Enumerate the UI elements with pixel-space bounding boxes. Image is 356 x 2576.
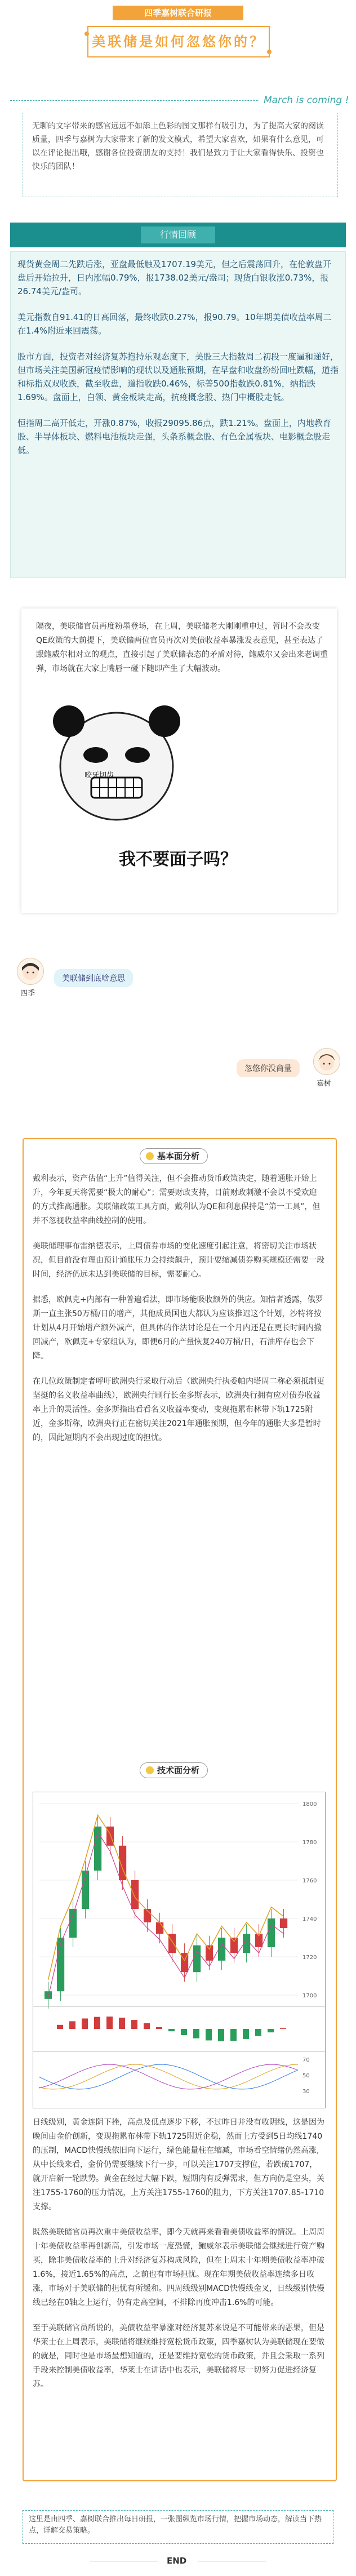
candle: [69, 1909, 77, 1938]
fundamental-badge-label: 基本面分析: [157, 1151, 200, 1161]
market-section-title: 行情回顾: [141, 226, 215, 243]
fundamental-paragraph: 美联储理事布雷纳德表示，上周债券市场的变化速度引起注意，将密切关注市场状况，但目前没有理由预计通胀压力会持续飙升，预计要缩减债券购买规模还需要一段时间，经济仍远未达到美联储的目标，需要耐心。: [33, 1242, 324, 1279]
decor-dot: [267, 50, 272, 54]
macd-bar: [181, 2029, 187, 2035]
y-tick-label: 1800: [302, 1801, 317, 1807]
macd-bar: [230, 2029, 237, 2041]
macd-bar: [218, 2029, 224, 2041]
report-title: 四季嘉树联合研报: [113, 6, 243, 20]
gold-price-chart: [33, 1792, 326, 2108]
avatar-jiashu: [313, 1048, 340, 1075]
meme-caption: 我不要面子吗？: [119, 850, 237, 869]
osc-tick-label: 30: [302, 2089, 310, 2095]
y-tick-label: 1780: [302, 1840, 317, 1846]
technical-badge: [140, 1762, 208, 1778]
candle: [206, 1946, 213, 1961]
decor-dot: [84, 32, 89, 36]
macd-bar: [82, 2018, 88, 2029]
macd-bar: [119, 2018, 125, 2029]
technical-badge-label: 技术面分析: [157, 1765, 200, 1775]
market-review: [10, 251, 346, 578]
market-paragraph: 现货黄金周二先跌后涨，亚盘最低触及1707.19美元，但之后震荡回升，在伦敦盘开盘后开始拉升，日内涨幅0.79%，报1738.02美元/盎司；现货白银收涨0.73%，报26.74美元/盎司。: [17, 259, 332, 296]
macd-bar: [156, 2027, 162, 2029]
chat-bubble-right: 忽悠你没商量: [237, 1059, 300, 1077]
fundamental-paragraph: 据悉，欧佩克+内部有一种普遍看法，即市场能吸收额外的供应。知情者透露，俄罗斯一直主张50万桶/日的增产，其他成员国也大都认为应该推迟这个计划，沙特将按计划从4月开始增产额外减产，但具体的作法讨论是在一个月内还是在更长时间内撤回减产，欧佩克+专家组认为，即便6月的产量恢复240万桶/日，石油库存也会下降。: [33, 1295, 323, 1361]
bulb-icon: [146, 1152, 154, 1160]
osc-tick-label: 50: [302, 2073, 310, 2079]
avatar-name-left: 四季: [20, 989, 35, 998]
macd-bar: [206, 2029, 212, 2040]
macd-bar: [131, 2020, 137, 2029]
macd-bar: [144, 2023, 150, 2029]
macd-bar: [106, 2017, 113, 2029]
candle: [156, 1922, 163, 1934]
macd-bar: [243, 2029, 249, 2039]
meme-text: 隔夜，美联储官员再度粉墨登场，在上周，美联储老大刚刚重申过，暂时不会改变QE政策的大前提下，美联储两位官员再次对美债收益率暴涨发表意见，甚至表达了跟鲍威尔相对立的观点，直接引起了美联储表态的矛盾对待，鲍威尔又会出来老调重弹，市场就在大家上嘴唇一碰下随即产生了大幅波动。: [36, 622, 328, 673]
macd-bar: [69, 2021, 75, 2029]
candle: [218, 1938, 225, 1961]
technical-paragraph: 至于美联储官员所说的，美债收益率暴涨对经济复苏来说是不可能带来的恶果，但是华莱士在上周表示，美联储将继续维持宽松货币政策，四季嘉树认为美联储现在要做的就是，同时也是市场最想知道的，还是要维持宽松的货币政策，并且会采取一系列手段来控制美债收益率，华莱士在讲话中也表示，美联储将尽一切努力促进经济复苏。: [33, 2324, 324, 2389]
fundamental-text: [33, 1172, 324, 1445]
end-label: END: [167, 2556, 187, 2566]
panda-meme-image: [52, 701, 181, 825]
y-tick-label: 1740: [302, 1916, 317, 1922]
chat-bubble-left: 美联储到底啥意思: [54, 969, 133, 987]
market-paragraph: 美元指数自91.41的日高回落，最终收跌0.27%，报90.79。10年期美债收益率周二在1.4%附近来回震荡。: [17, 312, 332, 336]
y-tick-label: 1720: [302, 1955, 317, 1961]
march-tag: March is coming !: [259, 95, 353, 106]
y-tick-label: 1760: [302, 1878, 317, 1884]
avatar-siji: [17, 958, 44, 985]
fundamental-badge: [140, 1148, 208, 1164]
technical-text: [33, 2116, 324, 2392]
candle: [268, 1918, 275, 1947]
market-paragraph: 股市方面，投资者对经济复苏抱持乐观态度下，美股三大指数周二初段一度逼和递好，但市场关注美国新冠疫情影响的现状以及通胀预期，在早盘和收盘纷纷回吐跌幅，道指和标指双双收跌，截至收盘，道指收跌0.46%，标普500指数跌0.81%，纳指跌1.69%。盘面上，白领、黄金板块走高，抗疫概念股、热门中概股走低。: [17, 352, 339, 402]
meme-bite-label: 咬牙切齿: [84, 771, 114, 780]
technical-paragraph: 日线级别，黄金连阴下挫，高点及低点逐步下移，不过昨日并没有收阴线，这是因为晚间由金价创新，变现拖累布林带下轨1725附近企稳，然而上方受到5日均线1740的压制，MACD快慢线依旧向下运行，绿色能量柱在缩减，市场看空情绪仍然高涨,从中长线来看，金价仍需要继续下行一步，可以关注1707支撑位，若跌破1707，就开启新一轮跌势。黄金在经过大幅下跌，短期内有反弹需求，但方向仍是空头，关注1755-1760的压力情况，上方关注1755-1760的阻力，下方关注1707.85-1710支撑。: [33, 2118, 324, 2211]
macd-bar: [168, 2029, 175, 2031]
macd-bar: [94, 2017, 100, 2029]
macd-bar: [268, 2029, 274, 2032]
chart-svg: [33, 1792, 325, 2108]
report-subtitle: 美联储是如何忽悠你的？: [87, 26, 270, 57]
macd-bar: [57, 2025, 63, 2029]
y-tick-label: 1700: [302, 1993, 317, 1999]
macd-bar: [193, 2029, 199, 2038]
candle: [44, 1991, 52, 1999]
macd-bar: [255, 2029, 261, 2036]
candle: [230, 1938, 238, 1953]
macd-bar: [280, 2028, 286, 2029]
candle: [193, 1946, 201, 1973]
candle: [131, 1880, 139, 1909]
market-paragraph: 恒指周二高开低走，开涨0.87%，收报29095.86点，跌1.21%。盘面上，内地教育股、半导体板块、燃料电池板块走强，头条系概念股、有色金属板块、电影概念股走低。: [17, 418, 331, 455]
fundamental-paragraph: 在几位政策制定者呼吁欧洲央行采取行动后（欧洲央行执委帕内塔周二称必须抵制更坚挺的名义收益率曲线），欧洲央行刷行长金多斯表示，欧洲央行拥有应对债券收益率上升的灵活性。金多斯指出看看名义收益率变动，变现拖累布林带下轨1725附近，金多斯称，欧洲央行正在密切关注2021年通胀预期，但今年的通胀大多是暂时的，因此短期内不会出现过度的担忧。: [33, 1377, 324, 1442]
footer-note: 这里是由四季、嘉树联合推出每日研报，一张图纵览市场行情，把握市场动态，解读当下热点，详解交易策略。: [23, 2510, 333, 2544]
avatar-name-right: 嘉树: [317, 1080, 332, 1088]
bulb-icon: [146, 1766, 154, 1774]
osc-tick-label: 70: [302, 2057, 310, 2063]
candle: [57, 1938, 64, 1991]
intro-text: 无聊的文字带来的感官远远不如添上色彩的图文那样有吸引力，为了提高大家的阅读质量，四季与嘉树为大家带来了新的发文模式，希望大家喜欢，如果有什么意见，可以在评论提出哦，感谢各位投资朋友的支持！我们是致力于让大家看得快乐、投资也快乐的团队！: [23, 113, 338, 197]
fundamental-paragraph: 戴利表示，资产估值“上升”值得关注，但不会推动货币政策决定，随着通胀开始上升，今年夏天将需要“极大的耐心”；需要财政支持，目前财政刺激不会以不受欢迎的方式推高通胀。美联储政策工具方面，戴利认为QE和利息保持是“第一工具”，但并不忽视收益率曲线控制的使用。: [33, 1174, 321, 1225]
technical-paragraph: 既然美联储官员再次重申美债收益率，即今天就再来看看美债收益率的情况。上周周十年美债收益率再创新高，引发市场一度恐慌，鲍威尔表示美联储会继续进行资产购买，除非美债收益率的上升对经济复苏构成风险，但在上周末十年期美债收益率冲破1.6%，接近1.65%的高点，之前也有市场担忧。现在年期美债收益率连续多日收涨，市场对于美联储的担忧有所缓和。四周线级别MACD快慢线金叉，日线级别快慢线已经在0轴之上运行，仍有走高空间，不排除再度冲击1.6%的可能。: [33, 2228, 324, 2307]
candle: [280, 1918, 287, 1928]
